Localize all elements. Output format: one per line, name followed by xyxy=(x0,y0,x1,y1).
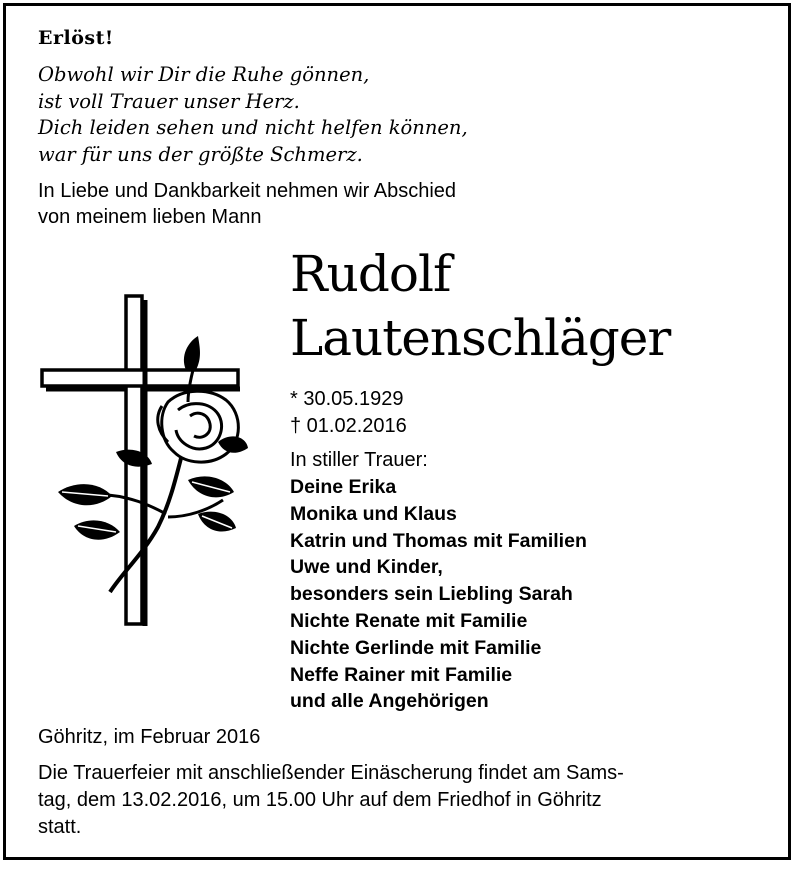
mourner: Nichte Gerlinde mit Familie xyxy=(290,636,542,659)
poem-line: ist voll Trauer unser Herz. xyxy=(38,89,300,113)
mourner: Katrin und Thomas mit Familien xyxy=(290,529,587,552)
deceased-first-name: Rudolf xyxy=(290,245,451,303)
mourner: und alle Angehörigen xyxy=(290,690,489,713)
mourner: Neffe Rainer mit Familie xyxy=(290,663,513,686)
intro-line: In Liebe und Dankbarkeit nehmen wir Abschied xyxy=(38,180,457,202)
funeral-notice xyxy=(38,760,624,841)
poem xyxy=(38,62,468,168)
mourner: Monika und Klaus xyxy=(290,502,457,525)
notice-line: tag, dem 13.02.2016, um 15.00 Uhr auf dem Friedhof in Göhritz xyxy=(38,789,602,811)
life-dates xyxy=(290,386,407,440)
cross-with-rose-icon xyxy=(38,292,248,637)
birth-date: * 30.05.1929 xyxy=(290,388,404,410)
deceased-name xyxy=(290,242,670,370)
intro-line: von meinem lieben Mann xyxy=(38,206,262,228)
place-date: Göhritz, im Februar 2016 xyxy=(38,726,261,748)
death-date: † 01.02.2016 xyxy=(290,415,407,437)
mourner: Nichte Renate mit Familie xyxy=(290,609,528,632)
notice-line: Die Trauerfeier mit anschließender Einäscherung findet am Sams- xyxy=(38,762,624,784)
poem-line: Dich leiden sehen und nicht helfen können, xyxy=(38,116,468,139)
poem-line: war für uns der größte Schmerz. xyxy=(38,142,363,166)
intro-text xyxy=(38,178,456,230)
headline: Erlöst! xyxy=(38,27,114,49)
mourner: Uwe und Kinder, xyxy=(290,556,443,579)
mourner: besonders sein Liebling Sarah xyxy=(290,583,573,606)
mourners-list xyxy=(290,474,587,715)
mourning-label: In stiller Trauer: xyxy=(290,449,428,471)
mourner: Deine Erika xyxy=(290,476,397,498)
deceased-last-name: Lautenschläger xyxy=(290,309,671,367)
poem-line: Obwohl wir Dir die Ruhe gönnen, xyxy=(38,63,370,86)
notice-line: statt. xyxy=(38,816,82,838)
